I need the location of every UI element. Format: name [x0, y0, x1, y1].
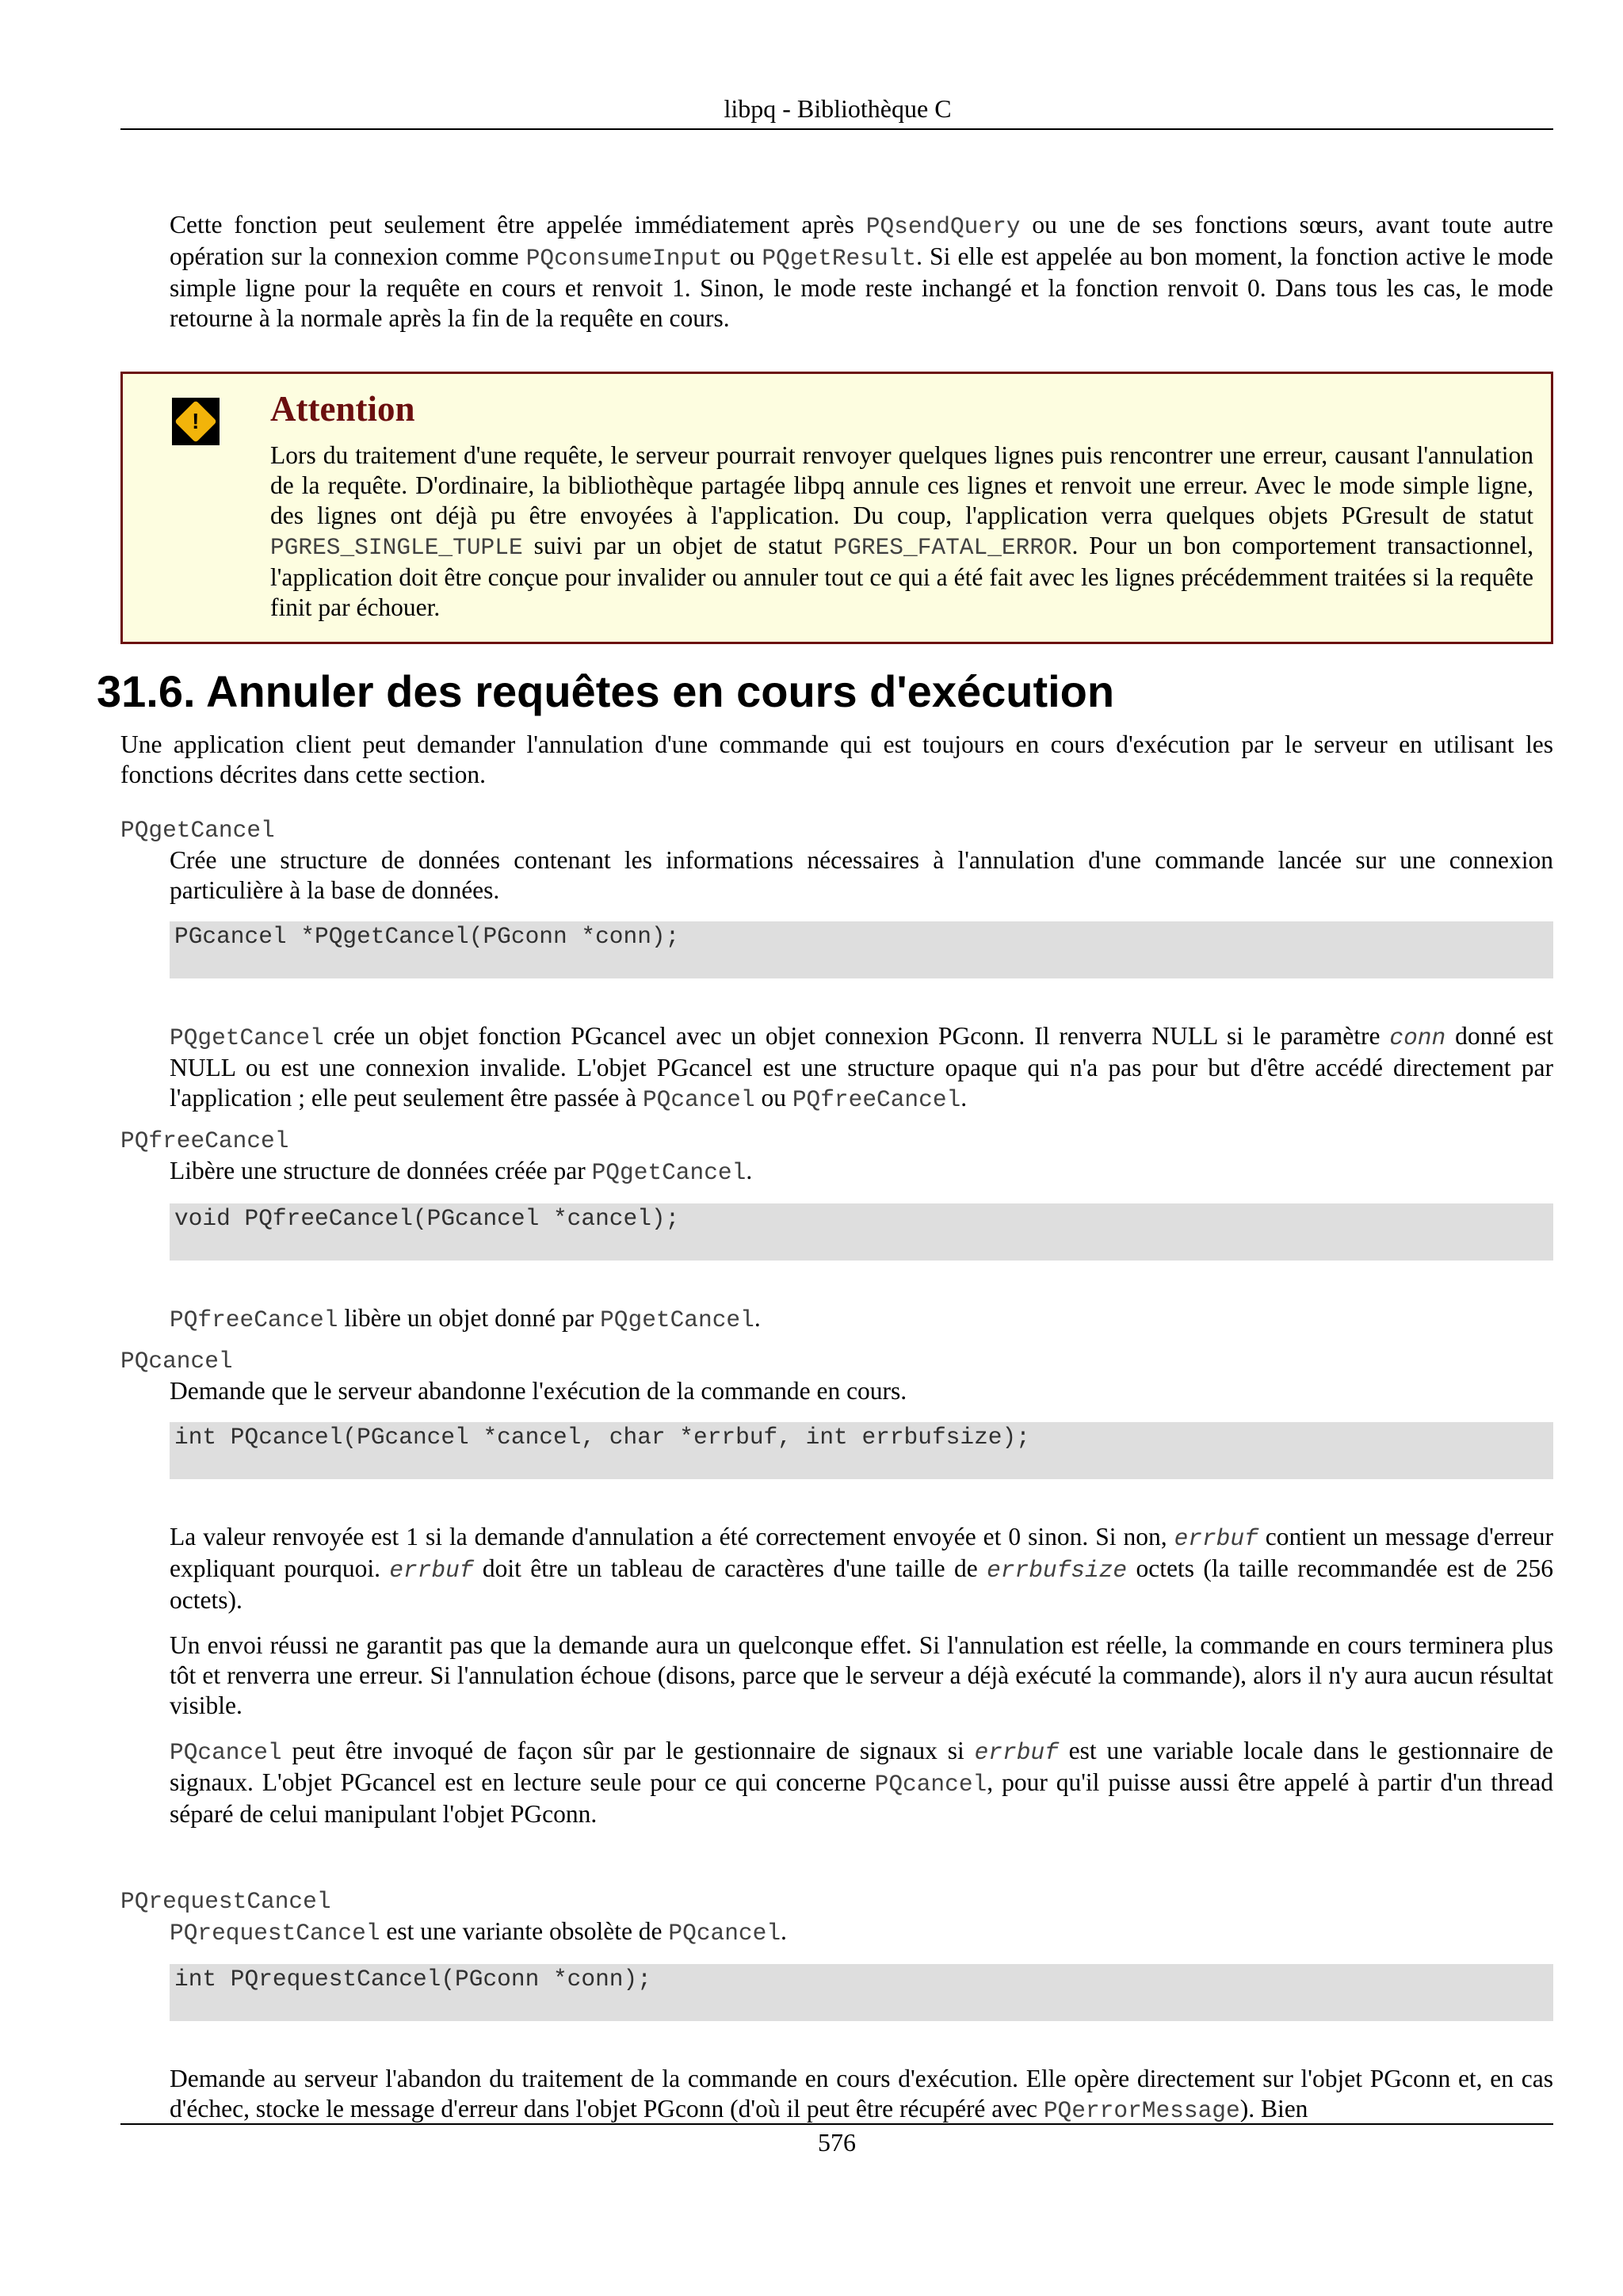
- function-name: PQgetResult: [762, 245, 917, 272]
- section-intro: Une application client peut demander l'annulation d'une commande qui est toujours en cours d'exécution par le serveur en utilisant les fonctions décrites dans cette section.: [120, 730, 1553, 788]
- attention-box: [120, 372, 1553, 644]
- text: est une variante obsolète de: [380, 1917, 669, 1945]
- function-name: PQgetCancel: [591, 1159, 747, 1186]
- function-name: PQfreeCancel: [792, 1086, 961, 1113]
- warning-icon: !: [172, 398, 220, 445]
- attention-text: [270, 441, 1533, 623]
- text: peut être invoqué de façon sûr par le gestionnaire de signaux si: [281, 1737, 975, 1764]
- function-name: PQrequestCancel: [170, 1920, 380, 1947]
- term-pqgetcancel: PQgetCancel: [120, 817, 275, 844]
- text: La valeur renvoyée est 1 si la demande d'annulation a été correctement envoyée et 0 sinon. Si non,: [170, 1523, 1174, 1550]
- function-name: PQcancel: [874, 1771, 987, 1798]
- text: crée un objet fonction PGcancel avec un objet connexion PGconn. Il renverra NULL si le paramètre: [323, 1022, 1390, 1050]
- section-heading: 31.6. Annuler des requêtes en cours d'exécution: [97, 666, 1115, 716]
- text: Lors du traitement d'une requête, le serveur pourrait renvoyer quelques lignes puis rencontrer une erreur, causant l'annulation de la requête. D'ordinaire, la bibliothèque partagée libpq annule ces lignes et renvoit une erreur. Avec le mode simple ligne, des lignes ont déjà pu être envoyées à l'application. Du coup, l'application verra quelques objets PGresult de statut: [270, 441, 1533, 529]
- header-rule: [120, 128, 1553, 130]
- function-name: PQsendQuery: [865, 213, 1021, 240]
- term-pqcancel: PQcancel: [120, 1348, 233, 1375]
- term-paragraph: [170, 1522, 1553, 1615]
- text: .: [781, 1917, 787, 1945]
- parameter-name: errbuf: [389, 1557, 474, 1584]
- code-block: void PQfreeCancel(PGcancel *cancel);: [170, 1203, 1553, 1261]
- running-header: libpq - Bibliothèque C: [724, 94, 952, 123]
- parameter-name: errbuf: [974, 1739, 1059, 1766]
- text: Cette fonction peut seulement être appelée immédiatement après: [170, 211, 866, 238]
- text: .: [746, 1157, 753, 1184]
- text: , pour qu'il puisse aussi être appelé à partir d'un thread séparé de celui manipulant l'objet PGconn.: [170, 1768, 1553, 1828]
- page-content: [97, 210, 1554, 2126]
- text: ). Bien: [1239, 2095, 1308, 2122]
- function-name: PQcancel: [668, 1920, 781, 1947]
- attention-title: Attention: [270, 389, 415, 429]
- term-pqrequestcancel: PQrequestCancel: [120, 1888, 331, 1915]
- term-pqfreecancel: PQfreeCancel: [120, 1127, 289, 1154]
- constant-name: PGRES_SINGLE_TUPLE: [270, 534, 523, 561]
- term-paragraph: [170, 2064, 1553, 2126]
- text: octets (la taille recommandée est de 256 octets).: [170, 1554, 1553, 1614]
- function-name: PQcancel: [642, 1086, 755, 1113]
- text: .: [754, 1304, 761, 1332]
- function-name: PQerrorMessage: [1043, 2097, 1240, 2124]
- function-name: PQfreeCancel: [170, 1306, 338, 1333]
- function-name: PQgetCancel: [170, 1024, 324, 1051]
- parameter-name: errbuf: [1174, 1525, 1258, 1552]
- text: . Si elle est appelée au bon moment, la fonction active le mode simple ligne pour la requête en cours et renvoit 1. Sinon, le mode reste inchangé et la fonction renvoit 0. Dans tous les cas, le mode retourne à la normale après la fin de la requête en cours.: [170, 242, 1554, 332]
- constant-name: PGRES_FATAL_ERROR: [833, 534, 1072, 561]
- function-name: PQcancel: [170, 1739, 282, 1766]
- code-block: int PQrequestCancel(PGconn *conn);: [170, 1964, 1553, 2021]
- text: ou: [722, 242, 762, 270]
- text: .: [960, 1084, 968, 1112]
- code-block: int PQcancel(PGcancel *cancel, char *errbuf, int errbufsize);: [170, 1422, 1553, 1479]
- term-paragraph: [170, 1736, 1553, 1829]
- text: contient un message d'erreur expliquant pourquoi.: [170, 1523, 1553, 1582]
- parameter-name: conn: [1389, 1024, 1446, 1051]
- text: doit être un tableau de caractères d'une taille de: [473, 1554, 987, 1582]
- term-description: [170, 1917, 1553, 1948]
- code-block: PGcancel *PQgetCancel(PGconn *conn);: [170, 921, 1553, 978]
- parameter-name: errbufsize: [987, 1557, 1128, 1584]
- function-name: PQgetCancel: [600, 1306, 754, 1333]
- term-paragraph: [170, 1021, 1553, 1115]
- text: . Pour un bon comportement transactionnel, l'application doit être conçue pour invalider ou annuler tout ce qui a été fait avec les lignes précédemment traitées si la requête finit par échouer.: [270, 532, 1533, 621]
- term-paragraph: Un envoi réussi ne garantit pas que la demande aura un quelconque effet. Si l'annulation est réelle, la commande en cours terminera plus tôt et renverra une erreur. Si l'annulation échoue (disons, parce que le serveur a déjà exécuté la commande), alors il n'y aura aucun résultat visible.: [170, 1631, 1553, 1719]
- text: Libère une structure de données créée par: [170, 1157, 592, 1184]
- term-description: [170, 1156, 1553, 1188]
- function-name: PQconsumeInput: [525, 245, 723, 272]
- text: ou: [754, 1084, 792, 1112]
- term-description: Crée une structure de données contenant les informations nécessaires à l'annulation d'une commande lancée sur une connexion particulière à la base de données.: [170, 846, 1553, 904]
- intro-paragraph: [170, 210, 1553, 334]
- text: ou une de ses fonctions sœurs, avant toute autre opération sur la connexion comme: [170, 211, 1553, 270]
- page-number: 576: [818, 2128, 856, 2157]
- text: donné est NULL ou est une connexion invalide. L'objet PGcancel est une structure opaque qui n'a pas pour but d'être accédé directement par l'application ; elle peut seulement être passée à: [170, 1022, 1554, 1112]
- text: est une variable locale dans le gestionnaire de signaux. L'objet PGcancel est en lecture seule pour ce qui concerne: [170, 1737, 1553, 1796]
- text: libère un objet donné par: [338, 1304, 601, 1332]
- term-description: Demande que le serveur abandonne l'exécution de la commande en cours.: [170, 1377, 907, 1405]
- text: Demande au serveur l'abandon du traitement de la commande en cours d'exécution. Elle opère directement sur l'objet PGconn et, en cas d'échec, stocke le message d'erreur dans l'objet PGconn (d'où il peut être récupéré avec: [170, 2065, 1553, 2122]
- footer-rule: [120, 2123, 1553, 2125]
- term-paragraph: [170, 1303, 1553, 1335]
- text: suivi par un objet de statut: [522, 532, 834, 559]
